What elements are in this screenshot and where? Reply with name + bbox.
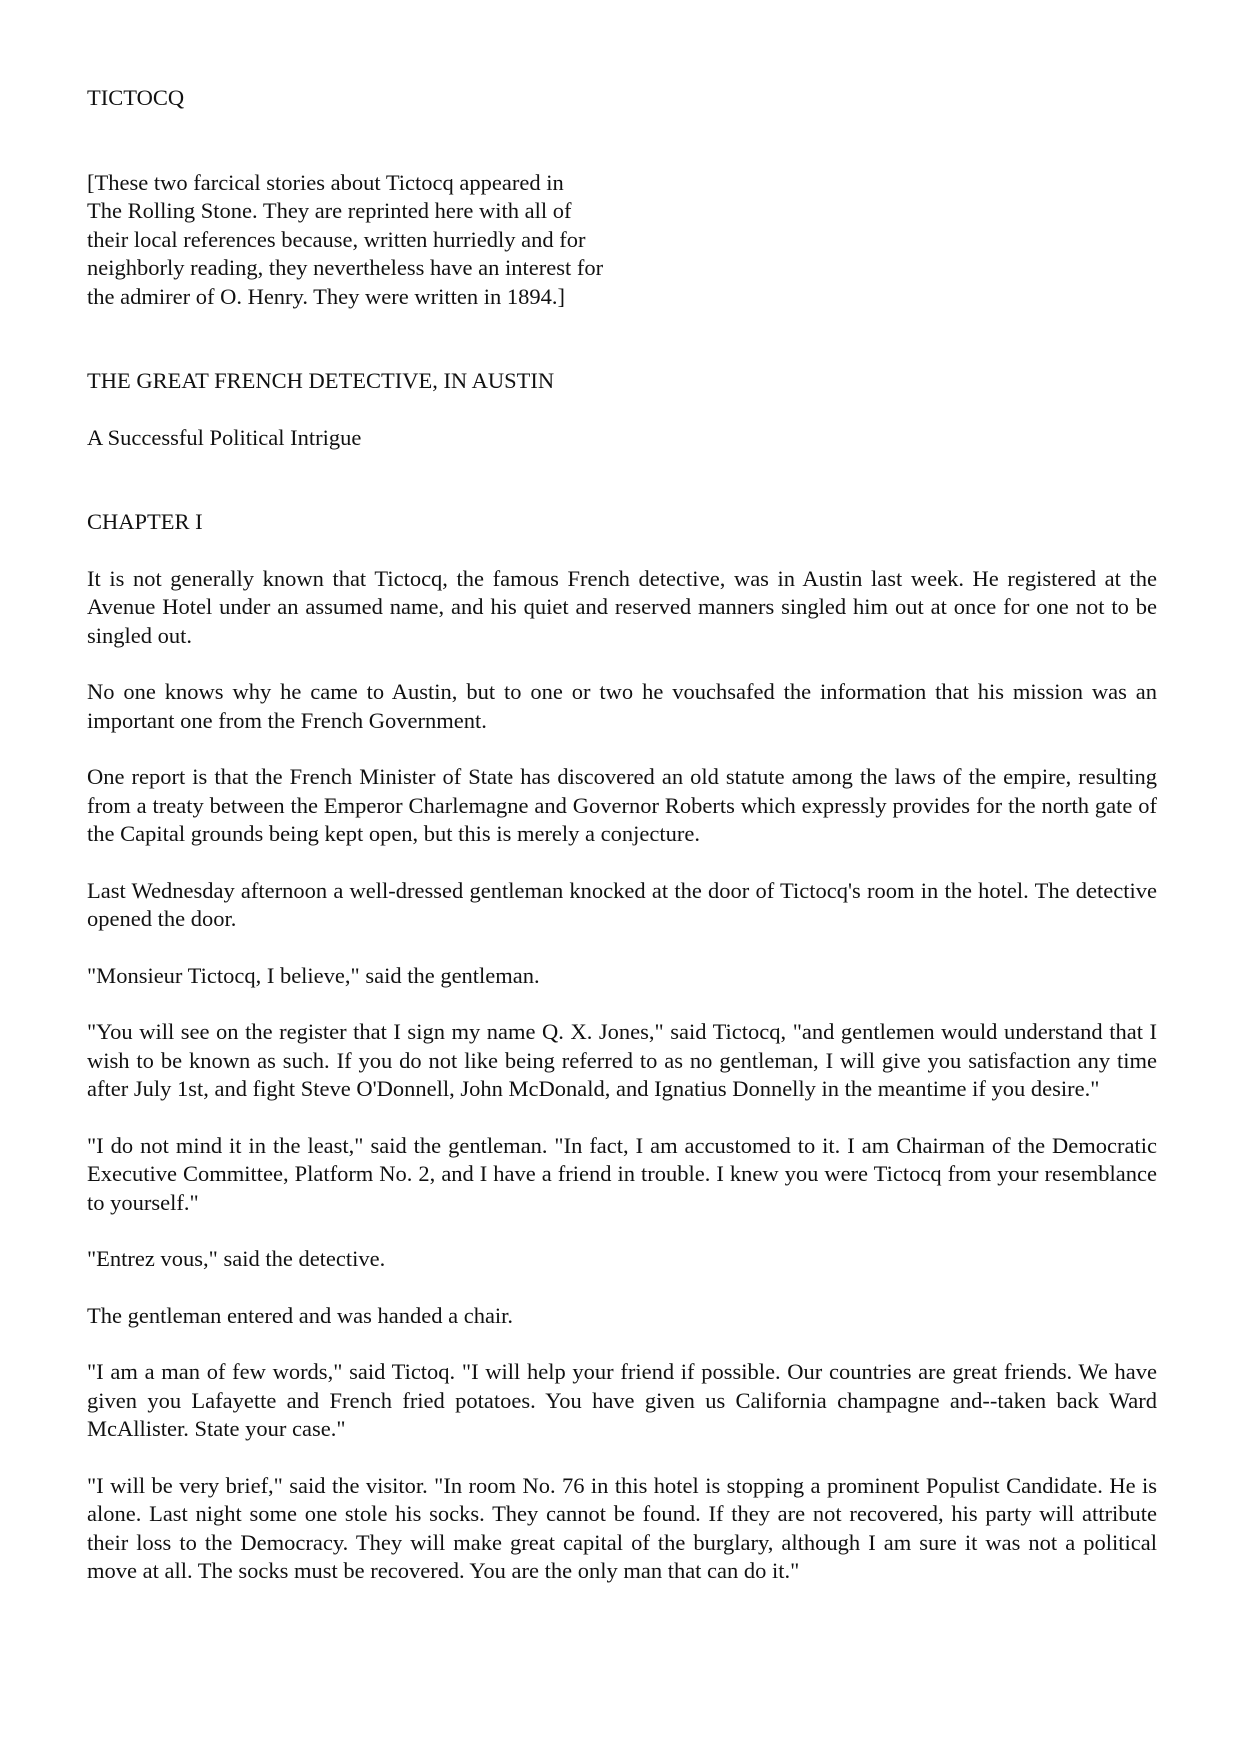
- intro-line: The Rolling Stone. They are reprinted here with all of: [87, 198, 572, 223]
- paragraph: "Entrez vous," said the detective.: [87, 1246, 386, 1271]
- paragraph: "You will see on the register that I sign my name Q. X. Jones," said Tictocq, "and gentlemen would understand that I wish to be known as such. If you do not like being referred to as no gentleman, I will give you satisfaction any time after July 1st, and fight Steve O'Donnell, John McDonald, and Ignatius Donnelly in the meantime if you desire.": [87, 1019, 1157, 1101]
- story-subtitle: A Successful Political Intrigue: [87, 424, 362, 450]
- paragraph: No one knows why he came to Austin, but to one or two he vouchsafed the information that his mission was an important one from the French Government.: [87, 679, 1157, 733]
- paragraph: "I am a man of few words," said Tictoq. "I will help your friend if possible. Our countries are great friends. We have given you Lafayette and French fried potatoes. You have given us California champagne and--taken back Ward McAllister. State your case.": [87, 1359, 1157, 1441]
- intro-line: [These two farcical stories about Tictocq appeared in: [87, 169, 564, 195]
- paragraph: "Monsieur Tictocq, I believe," said the gentleman.: [87, 962, 540, 988]
- paragraph: It is not generally known that Tictocq, the famous French detective, was in Austin last week. He registered at the Avenue Hotel under an assumed name, and his quiet and reserved manners singled him out at once for one not to be singled out.: [87, 565, 1157, 648]
- intro-note: [87, 169, 687, 312]
- story-title: THE GREAT FRENCH DETECTIVE, IN AUSTIN: [87, 368, 555, 393]
- intro-line: the admirer of O. Henry. They were written in 1894.]: [87, 283, 565, 309]
- paragraph: "I do not mind it in the least," said the gentleman. "In fact, I am accustomed to it. I am Chairman of the Democratic Executive Committee, Platform No. 2, and I have a friend in trouble. I knew you were Tictocq from your resemblance to yourself.": [87, 1132, 1157, 1215]
- intro-line: their local references because, written hurriedly and for: [87, 226, 586, 252]
- document-heading: TICTOCQ: [87, 85, 185, 110]
- document-page: [87, 84, 1157, 1586]
- paragraph: The gentleman entered and was handed a chair.: [87, 1302, 514, 1328]
- intro-line: neighborly reading, they nevertheless have an interest for: [87, 255, 604, 280]
- paragraph: One report is that the French Minister of State has discovered an old statute among the laws of the empire, resulting from a treaty between the Emperor Charlemagne and Governor Roberts which expressly provides for the north gate of the Capital grounds being kept open, but this is merely a conjecture.: [87, 764, 1157, 846]
- chapter-heading: CHAPTER I: [87, 509, 203, 534]
- paragraph: "I will be very brief," said the visitor. "In room No. 76 in this hotel is stopping a prominent Populist Candidate. He is alone. Last night some one stole his socks. They cannot be found. If they are not recovered, his party will attribute their loss to the Democracy. They will make great capital of the burglary, although I am sure it was not a political move at all. The socks must be recovered. You are the only man that can do it.": [87, 1472, 1157, 1583]
- paragraph: Last Wednesday afternoon a well-dressed gentleman knocked at the door of Tictocq's room in the hotel. The detective opened the door.: [87, 877, 1157, 931]
